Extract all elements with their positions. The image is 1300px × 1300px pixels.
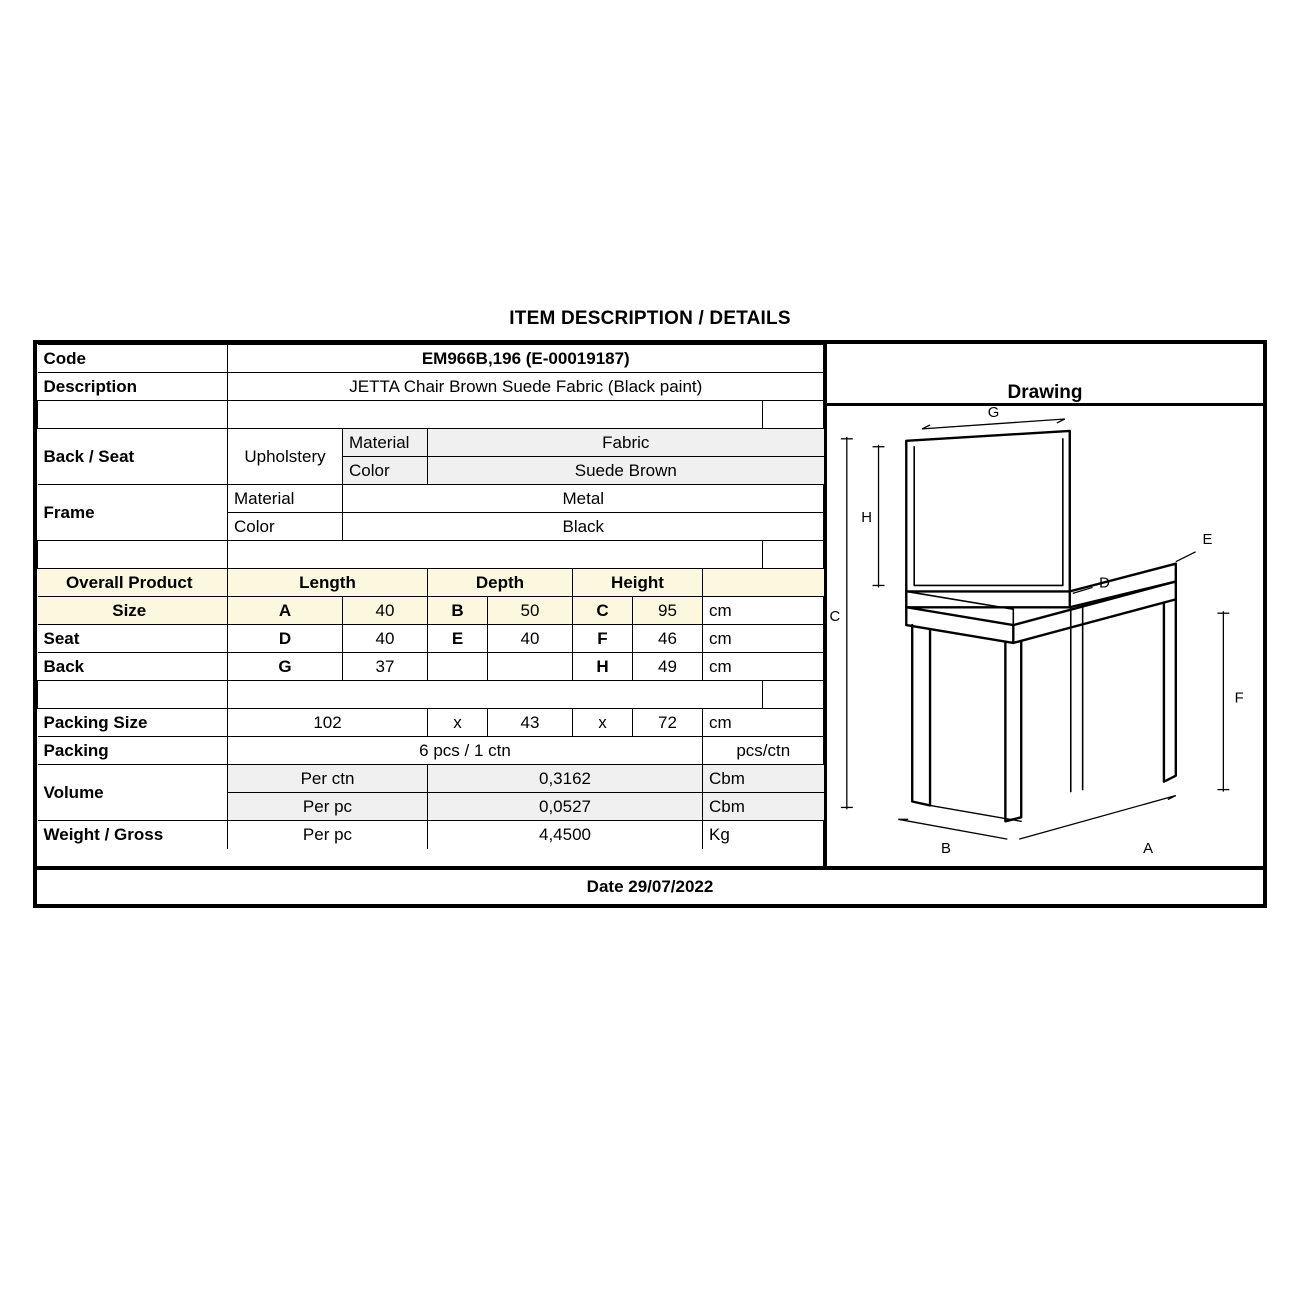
back-height-value: 49: [633, 653, 703, 681]
spec-table-column: [37, 344, 827, 866]
spec-table: [37, 344, 824, 849]
drawing-column: [827, 344, 1263, 866]
table-row-back-size: [38, 653, 824, 681]
table-row-packing: [38, 737, 824, 765]
volume-per-pc-unit: Cbm: [703, 793, 824, 821]
back-length-key: G: [228, 653, 343, 681]
dimension-label-a: A: [1143, 841, 1154, 858]
spacer-cell: [38, 401, 228, 429]
back-label: Back: [38, 653, 228, 681]
frame-body: [37, 344, 1263, 866]
table-row-back-seat-material: [38, 429, 824, 457]
spacer-row-2: [38, 541, 824, 569]
description-label: Description: [38, 373, 228, 401]
dimension-label-d: D: [1099, 575, 1110, 592]
volume-per-ctn-label: Per ctn: [228, 765, 428, 793]
date-bar: Date 29/07/2022: [37, 866, 1263, 904]
spacer-row-3: [38, 681, 824, 709]
weight-label: Weight / Gross: [38, 821, 228, 849]
packing-unit: pcs/ctn: [703, 737, 824, 765]
table-row-seat-size: [38, 625, 824, 653]
table-row-size-header: [38, 569, 824, 597]
overall-length-value: 40: [343, 597, 428, 625]
packing-size-width: 43: [488, 709, 573, 737]
packing-value: 6 pcs / 1 ctn: [228, 737, 703, 765]
drawing-title: Drawing: [827, 344, 1263, 406]
back-unit: cm: [703, 653, 824, 681]
table-row-description: [38, 373, 824, 401]
upholstery-color-value: Suede Brown: [428, 457, 824, 485]
upholstery-material-value: Fabric: [428, 429, 824, 457]
table-row-frame-material: [38, 485, 824, 513]
overall-height-key: C: [573, 597, 633, 625]
overall-depth-value: 50: [488, 597, 573, 625]
frame-material-value: Metal: [343, 485, 824, 513]
upholstery-material-label: Material: [343, 429, 428, 457]
packing-size-length: 102: [228, 709, 428, 737]
seat-unit: cm: [703, 625, 824, 653]
code-value: EM966B,196 (E-00019187): [228, 345, 824, 373]
upholstery-label: Upholstery: [228, 429, 343, 485]
table-row-volume-per-ctn: [38, 765, 824, 793]
packing-size-label: Packing Size: [38, 709, 228, 737]
dimension-label-e: E: [1202, 531, 1213, 548]
table-row-overall-size: [38, 597, 824, 625]
weight-per-pc-value: 4,4500: [428, 821, 703, 849]
back-length-value: 37: [343, 653, 428, 681]
dimension-label-b: B: [940, 841, 951, 858]
packing-x1: x: [428, 709, 488, 737]
back-depth-key: [428, 653, 488, 681]
frame-material-label: Material: [228, 485, 343, 513]
seat-height-key: F: [573, 625, 633, 653]
volume-label: Volume: [38, 765, 228, 821]
back-depth-value: [488, 653, 573, 681]
code-label: Code: [38, 345, 228, 373]
packing-size-height: 72: [633, 709, 703, 737]
overall-size-label-line2: Size: [38, 597, 228, 625]
back-height-key: H: [573, 653, 633, 681]
overall-length-key: A: [228, 597, 343, 625]
length-header: Length: [228, 569, 428, 597]
drawing-area: [827, 406, 1263, 866]
page-title: ITEM DESCRIPTION / DETAILS: [509, 308, 791, 329]
frame-label: Frame: [38, 485, 228, 541]
overall-height-value: 95: [633, 597, 703, 625]
depth-header: Depth: [428, 569, 573, 597]
chair-drawing: [827, 406, 1263, 866]
height-header: Height: [573, 569, 703, 597]
seat-depth-value: 40: [488, 625, 573, 653]
spacer-cell: [38, 541, 228, 569]
seat-depth-key: E: [428, 625, 488, 653]
table-row-weight: [38, 821, 824, 849]
spacer-cell: [38, 681, 228, 709]
dimension-label-g: G: [987, 406, 1000, 422]
spacer-cell: [228, 681, 763, 709]
volume-per-ctn-value: 0,3162: [428, 765, 703, 793]
table-row-code: [38, 345, 824, 373]
spacer-cell: [228, 541, 763, 569]
table-row-packing-size: [38, 709, 824, 737]
seat-length-key: D: [228, 625, 343, 653]
spacer-cell: [763, 401, 824, 429]
spacer-cell: [228, 401, 763, 429]
spec-frame: [33, 340, 1267, 908]
dimension-label-h: H: [861, 510, 873, 527]
volume-per-pc-value: 0,0527: [428, 793, 703, 821]
overall-unit: cm: [703, 597, 824, 625]
seat-height-value: 46: [633, 625, 703, 653]
packing-size-unit: cm: [703, 709, 824, 737]
description-value: JETTA Chair Brown Suede Fabric (Black paint): [228, 373, 824, 401]
unit-header: [703, 569, 824, 597]
upholstery-color-label: Color: [343, 457, 428, 485]
volume-per-ctn-unit: Cbm: [703, 765, 824, 793]
spacer-row-1: [38, 401, 824, 429]
overall-depth-key: B: [428, 597, 488, 625]
weight-per-pc-label: Per pc: [228, 821, 428, 849]
frame-color-label: Color: [228, 513, 343, 541]
spacer-cell: [763, 681, 824, 709]
dimension-label-c: C: [829, 609, 841, 626]
seat-label: Seat: [38, 625, 228, 653]
spacer-cell: [763, 541, 824, 569]
overall-size-label-line1: Overall Product: [38, 569, 228, 597]
dimension-label-f: F: [1234, 690, 1244, 707]
packing-label: Packing: [38, 737, 228, 765]
volume-per-pc-label: Per pc: [228, 793, 428, 821]
weight-unit: Kg: [703, 821, 824, 849]
back-seat-label: Back / Seat: [38, 429, 228, 485]
frame-color-value: Black: [343, 513, 824, 541]
packing-x2: x: [573, 709, 633, 737]
seat-length-value: 40: [343, 625, 428, 653]
